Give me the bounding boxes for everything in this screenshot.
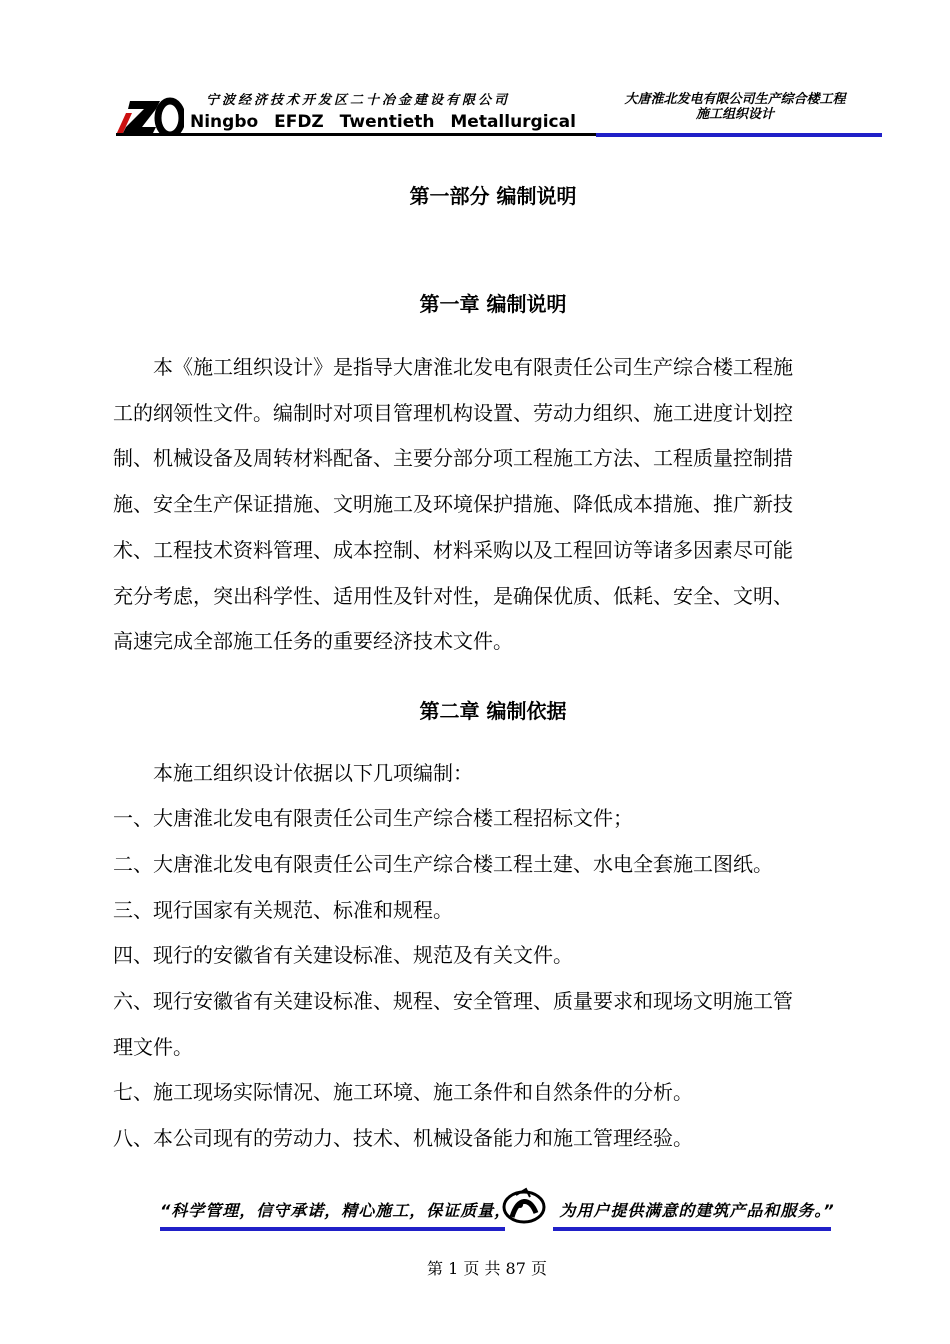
paragraph-line: 施、安全生产保证措施、文明施工及环境保护措施、降低成本措施、推广新技 — [113, 492, 793, 517]
list-item: 四、现行的安徽省有关建设标准、规范及有关文件。 — [113, 943, 573, 967]
part-title: 第一部分 编制说明 — [409, 184, 577, 208]
project-title — [605, 92, 865, 122]
paragraph-line: 术、工程技术资料管理、成本控制、材料采购以及工程回访等诸多因素尽可能 — [113, 537, 793, 562]
list-item: 八、本公司现有的劳动力、技术、机械设备能力和施工管理经验。 — [113, 1126, 693, 1150]
project-title-line1: 大唐淮北发电有限公司生产综合楼工程 — [624, 92, 846, 107]
paragraph-line: 高速完成全部施工任务的重要经济技术文件。 — [113, 629, 513, 654]
list-item: 六、现行安徽省有关建设标准、规程、安全管理、质量要求和现场文明施工管 — [113, 989, 793, 1013]
footer-divider-left — [160, 1227, 505, 1231]
list-item: 三、现行国家有关规范、标准和规程。 — [113, 898, 453, 922]
chapter2-intro: 本施工组织设计依据以下几项编制： — [153, 761, 473, 785]
paragraph-line: 充分考虑，突出科学性、适用性及针对性，是确保优质、低耗、安全、文明、 — [113, 583, 793, 608]
chapter1-title: 第一章 编制说明 — [419, 292, 567, 316]
company-name-cn: 宁波经济技术开发区二十冶金建设有限公司 — [206, 93, 511, 108]
chapter1-paragraph — [113, 345, 875, 665]
header-divider-blue — [596, 133, 882, 137]
header-divider-black — [116, 133, 596, 136]
page-header — [0, 0, 950, 140]
paragraph-line: 本《施工组织设计》是指导大唐淮北发电有限责任公司生产综合楼工程施 — [153, 355, 793, 379]
chapter2-title: 第二章 编制依据 — [419, 699, 567, 723]
list-item: 七、施工现场实际情况、施工环境、施工条件和自然条件的分析。 — [113, 1080, 693, 1104]
company-logo-icon — [116, 93, 184, 135]
project-title-line2: 施工组织设计 — [695, 107, 774, 122]
company-name-en: Ningbo EFDZ Twentieth Metallurgical — [190, 112, 576, 132]
footer-emblem-icon — [496, 1183, 552, 1231]
footer-slogan-right: 为用户提供满意的建筑产品和服务。” — [559, 1201, 835, 1220]
page-number: 第 1 页 共 87 页 — [427, 1259, 547, 1278]
list-item: 一、大唐淮北发电有限责任公司生产综合楼工程招标文件； — [113, 806, 633, 830]
footer-slogan-left: “科学管理，信守承诺，精心施工，保证质量， — [160, 1201, 512, 1220]
list-item: 二、大唐淮北发电有限责任公司生产综合楼工程土建、水电全套施工图纸。 — [113, 852, 773, 876]
list-item: 理文件。 — [113, 1035, 193, 1059]
paragraph-line: 工的纲领性文件。编制时对项目管理机构设置、劳动力组织、施工进度计划控 — [113, 400, 793, 425]
paragraph-line: 制、机械设备及周转材料配备、主要分部分项工程施工方法、工程质量控制措 — [113, 446, 793, 471]
footer-divider-right — [553, 1227, 831, 1231]
